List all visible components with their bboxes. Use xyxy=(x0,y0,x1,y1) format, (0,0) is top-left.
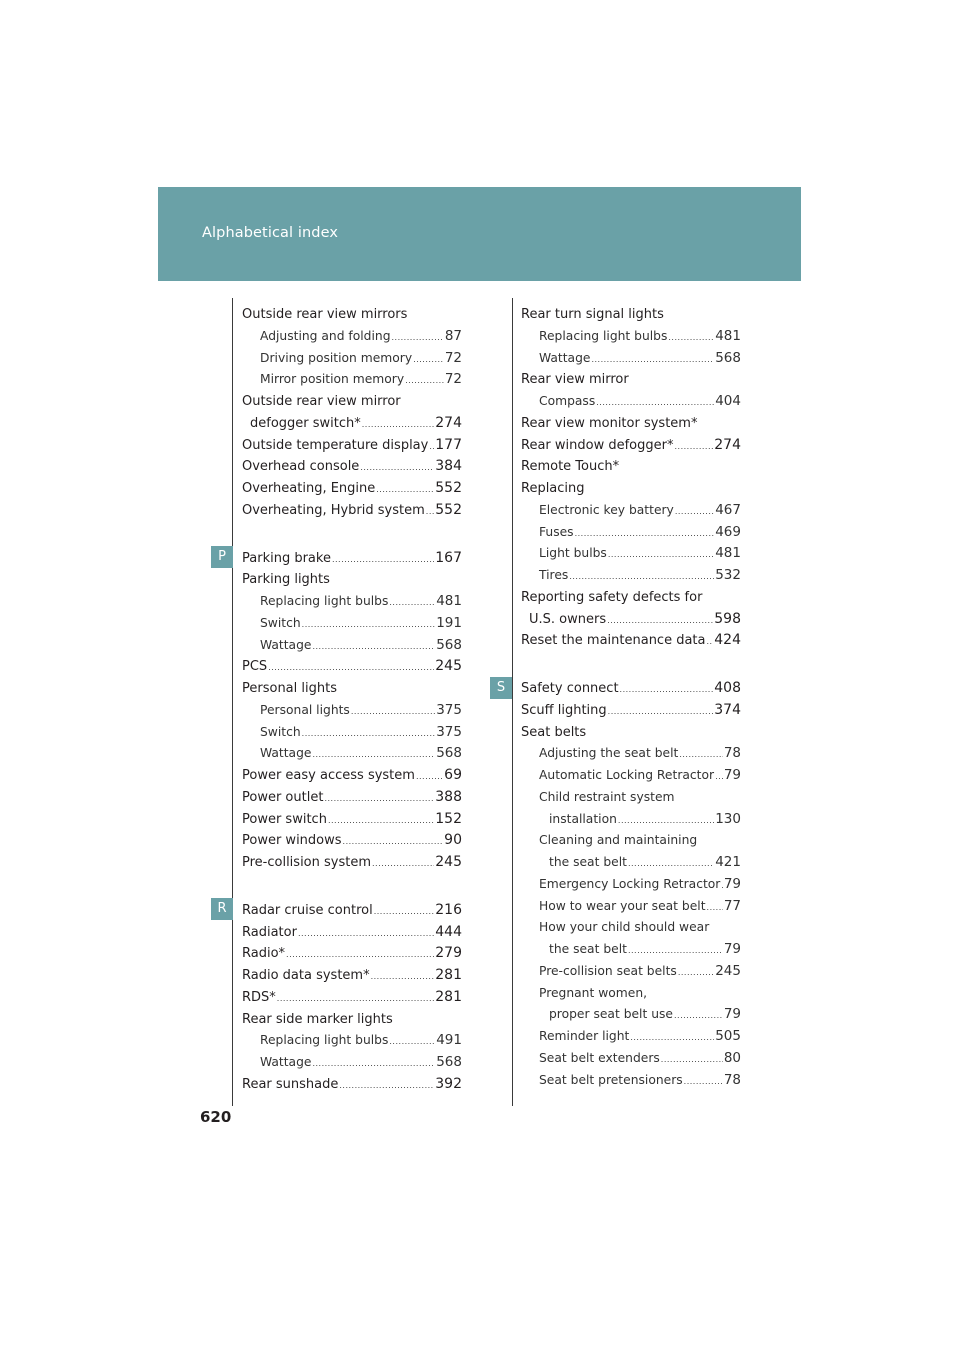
index-entry-label: Seat belts xyxy=(521,724,587,740)
index-entry-label: Automatic Locking Retractor xyxy=(539,768,715,782)
index-entry xyxy=(521,543,741,565)
index-entry-label: Wattage xyxy=(539,350,591,365)
header-banner xyxy=(158,187,801,281)
section-tab-p: P xyxy=(211,546,233,568)
index-entry-page: 80 xyxy=(723,1049,741,1066)
index-entry-page: 79 xyxy=(723,1006,741,1023)
index-entry-label: Adjusting the seat belt xyxy=(539,746,679,761)
index-entry-label: Radar cruise control xyxy=(242,902,373,918)
dot-leader xyxy=(575,523,715,544)
index-entry xyxy=(242,1009,462,1031)
index-entry xyxy=(521,565,741,587)
dot-leader xyxy=(721,875,722,896)
index-entry-page: 191 xyxy=(436,614,462,631)
index-entry-label: Reminder light xyxy=(539,1029,630,1043)
dot-leader xyxy=(302,723,436,744)
index-group-o xyxy=(242,304,462,522)
index-entry xyxy=(242,943,462,965)
index-entry xyxy=(521,830,741,852)
left-column xyxy=(242,304,462,1096)
index-entry-label: Power switch xyxy=(242,811,327,827)
index-entry xyxy=(521,522,741,544)
index-entry-label: Parking brake xyxy=(242,550,331,566)
index-entry-page: 384 xyxy=(435,458,462,475)
index-group-r-continued xyxy=(521,304,741,652)
right-column-rule xyxy=(512,298,513,1106)
index-entry-label: Child restraint system xyxy=(539,789,675,804)
index-entry-page: 505 xyxy=(715,1028,741,1044)
index-entry-page: 481 xyxy=(715,545,741,562)
index-entry-page: 274 xyxy=(714,436,741,453)
index-entry-page: 79 xyxy=(723,875,741,892)
dot-leader xyxy=(569,566,714,587)
index-entry-label: Wattage xyxy=(260,1055,312,1069)
index-entry-page: 281 xyxy=(435,988,462,1005)
dot-leader xyxy=(426,501,434,522)
index-entry xyxy=(242,435,462,457)
index-entry-label: RDS* xyxy=(242,989,276,1005)
index-entry xyxy=(242,326,462,348)
index-entry-page: 552 xyxy=(435,501,462,518)
index-entry-label: Rear window defogger* xyxy=(521,437,674,453)
index-entry xyxy=(521,874,741,896)
index-entry-label: Personal lights xyxy=(260,702,350,717)
index-entry-label: Safety connect xyxy=(521,681,619,696)
dot-leader xyxy=(389,1031,435,1052)
index-entry-label: the seat belt xyxy=(549,855,627,869)
index-entry-label: Tires xyxy=(539,568,569,582)
page-title: Alphabetical index xyxy=(202,225,339,241)
index-entry-label: How your child should wear xyxy=(539,920,710,935)
index-entry-label: How to wear your seat belt xyxy=(539,898,706,913)
index-entry-label: Outside temperature display xyxy=(242,437,429,453)
index-entry-label: Overheating, Engine xyxy=(242,481,376,496)
dot-leader xyxy=(332,549,434,570)
index-entry-page: 152 xyxy=(435,810,462,827)
index-entry xyxy=(242,348,462,370)
index-entry-page: 444 xyxy=(435,923,462,940)
index-entry-page: 90 xyxy=(444,832,462,849)
index-entry-label: Scuff lighting xyxy=(521,702,607,718)
index-entry-label: defogger switch* xyxy=(250,415,361,431)
index-entry xyxy=(242,569,462,591)
index-entry xyxy=(242,613,462,635)
index-entry xyxy=(242,635,462,657)
dot-leader xyxy=(286,944,434,965)
index-entry xyxy=(242,809,462,831)
dot-leader xyxy=(312,636,435,657)
index-entry-label: Replacing xyxy=(521,481,585,496)
index-entry-label: Pregnant women, xyxy=(539,985,648,1000)
dot-leader xyxy=(618,810,714,831)
dot-leader xyxy=(362,414,435,435)
index-entry-label: U.S. owners xyxy=(529,611,607,627)
index-entry xyxy=(521,304,741,326)
index-entry xyxy=(521,413,741,435)
index-entry xyxy=(242,656,462,678)
dot-leader xyxy=(376,479,434,500)
index-entry-page: 78 xyxy=(723,1071,741,1088)
index-entry xyxy=(521,369,741,391)
dot-leader xyxy=(707,897,723,918)
index-entry-label: Reset the maintenance data xyxy=(521,633,706,649)
dot-leader xyxy=(268,657,434,678)
right-column xyxy=(521,304,741,1091)
index-entry-page: 467 xyxy=(715,501,741,518)
index-entry-label: Rear sunshade xyxy=(242,1076,339,1092)
index-entry-label: Emergency Locking Retractor xyxy=(539,876,721,891)
index-entry xyxy=(242,765,462,787)
dot-leader xyxy=(389,592,435,613)
index-entry xyxy=(242,722,462,744)
index-entry xyxy=(521,896,741,918)
index-entry-page: 481 xyxy=(715,327,741,344)
index-entry-label: Radio data system* xyxy=(242,968,370,983)
index-entry xyxy=(242,369,462,391)
dot-leader xyxy=(675,501,714,522)
index-entry xyxy=(242,413,462,435)
dot-leader xyxy=(351,701,435,722)
dot-leader xyxy=(608,701,714,722)
index-entry-label: Reporting safety defects for xyxy=(521,589,703,605)
index-entry-page: 388 xyxy=(435,788,462,805)
index-entry xyxy=(242,456,462,478)
index-entry-label: Power easy access system xyxy=(242,768,415,783)
index-entry xyxy=(521,722,741,744)
index-entry-page: 374 xyxy=(714,701,741,718)
index-entry xyxy=(521,1026,741,1048)
index-entry-label: PCS xyxy=(242,659,268,675)
index-entry-page: 421 xyxy=(715,854,741,870)
index-group-r xyxy=(242,900,462,1096)
index-entry xyxy=(521,435,741,457)
index-entry-page: 216 xyxy=(435,901,462,918)
dot-leader xyxy=(312,1053,435,1074)
dot-leader xyxy=(413,349,444,370)
index-entry-page: 130 xyxy=(715,810,741,827)
index-entry-page: 392 xyxy=(435,1075,462,1092)
index-entry-page: 375 xyxy=(436,701,462,718)
index-entry-page: 245 xyxy=(435,658,462,675)
index-entry-label: Rear side marker lights xyxy=(242,1011,393,1027)
index-entry xyxy=(521,609,741,631)
index-entry-label: Rear view monitor system* xyxy=(521,415,698,431)
index-entry xyxy=(521,961,741,983)
dot-leader xyxy=(328,810,434,831)
dot-leader xyxy=(302,614,436,635)
index-entry-label: Wattage xyxy=(260,637,312,652)
index-entry xyxy=(242,922,462,944)
index-entry xyxy=(242,391,462,413)
index-entry xyxy=(242,900,462,922)
index-entry xyxy=(521,983,741,1005)
index-entry-label: installation xyxy=(549,811,617,826)
dot-leader xyxy=(596,392,714,413)
dot-leader xyxy=(668,327,714,348)
index-entry xyxy=(521,391,741,413)
dot-leader xyxy=(371,966,435,987)
index-entry xyxy=(521,1070,741,1092)
index-entry xyxy=(242,987,462,1009)
index-entry-page: 245 xyxy=(435,854,462,870)
dot-leader xyxy=(620,679,714,700)
dot-leader xyxy=(607,610,713,631)
index-entry-label: Replacing light bulbs xyxy=(260,594,389,608)
index-entry-page: 79 xyxy=(723,767,741,783)
index-entry xyxy=(521,678,741,700)
index-entry xyxy=(242,678,462,700)
index-entry xyxy=(242,830,462,852)
dot-leader xyxy=(674,1005,723,1026)
dot-leader xyxy=(661,1049,723,1070)
index-entry-label: Fuses xyxy=(539,524,574,539)
section-tab-r: R xyxy=(211,898,233,920)
index-entry xyxy=(521,787,741,809)
index-entry-label: Light bulbs xyxy=(539,546,607,561)
index-entry-label: Rear view mirror xyxy=(521,372,629,388)
index-entry-page: 72 xyxy=(444,371,462,388)
index-entry-page: 532 xyxy=(715,567,741,583)
index-entry xyxy=(242,591,462,613)
index-entry-page: 177 xyxy=(435,436,462,453)
index-entry-page: 404 xyxy=(715,393,741,409)
dot-leader xyxy=(416,766,443,787)
index-entry xyxy=(521,456,741,478)
dot-leader xyxy=(339,1075,434,1096)
index-entry xyxy=(521,478,741,500)
index-entry-label: Wattage xyxy=(260,746,312,761)
left-column-rule xyxy=(232,298,233,1106)
index-entry-page: 87 xyxy=(444,327,462,344)
index-entry-page: 568 xyxy=(436,1054,462,1070)
index-entry xyxy=(521,1048,741,1070)
index-entry-label: Overhead console xyxy=(242,459,360,475)
index-entry xyxy=(521,852,741,874)
dot-leader xyxy=(298,923,434,944)
index-entry-page: 408 xyxy=(714,680,741,696)
index-entry xyxy=(521,917,741,939)
index-entry-label: Replacing light bulbs xyxy=(260,1033,389,1048)
index-entry-label: Driving position memory xyxy=(260,350,413,365)
dot-leader xyxy=(591,349,714,370)
dot-leader xyxy=(715,766,723,787)
index-entry xyxy=(242,548,462,570)
index-entry-label: proper seat belt use xyxy=(549,1007,673,1022)
index-entry-page: 279 xyxy=(435,945,462,962)
index-entry-page: 491 xyxy=(436,1032,462,1049)
index-entry-page: 424 xyxy=(714,632,741,649)
dot-leader xyxy=(405,370,444,391)
index-entry-label: Seat belt extenders xyxy=(539,1050,660,1065)
index-entry xyxy=(242,1030,462,1052)
dot-leader xyxy=(429,436,434,457)
index-entry xyxy=(521,630,741,652)
index-entry-label: Pre-collision system xyxy=(242,855,372,870)
index-entry xyxy=(242,852,462,874)
dot-leader xyxy=(324,788,434,809)
dot-leader xyxy=(628,940,723,961)
index-entry-label: Cleaning and maintaining xyxy=(539,833,698,848)
dot-leader xyxy=(628,853,714,874)
index-entry-label: Outside rear view mirrors xyxy=(242,307,408,322)
index-entry xyxy=(242,304,462,326)
dot-leader xyxy=(360,457,434,478)
dot-leader xyxy=(312,744,435,765)
index-entry-label: Radio* xyxy=(242,946,286,962)
index-entry-label: the seat belt xyxy=(549,942,627,956)
index-entry-label: Outside rear view mirror xyxy=(242,394,401,409)
index-entry-label: Seat belt pretensioners xyxy=(539,1072,683,1087)
dot-leader xyxy=(374,901,435,922)
index-entry-page: 481 xyxy=(436,593,462,609)
index-entry-page: 568 xyxy=(436,636,462,653)
index-entry-page: 72 xyxy=(444,349,462,366)
index-entry-page: 167 xyxy=(435,549,462,566)
dot-leader xyxy=(679,744,723,765)
index-entry xyxy=(521,743,741,765)
index-entry xyxy=(521,765,741,787)
index-entry-label: Compass xyxy=(539,394,596,408)
dot-leader xyxy=(684,1071,723,1092)
dot-leader xyxy=(372,853,434,874)
index-group-s xyxy=(521,678,741,1091)
index-entry-label: Replacing light bulbs xyxy=(539,328,668,343)
index-entry-label: Overheating, Hybrid system xyxy=(242,502,425,518)
index-entry-page: 78 xyxy=(723,745,741,762)
index-entry-label: Remote Touch* xyxy=(521,459,620,475)
dot-leader xyxy=(343,831,444,852)
index-entry xyxy=(242,500,462,522)
index-entry-label: Pre-collision seat belts xyxy=(539,963,677,978)
index-group-p xyxy=(242,548,462,874)
index-entry-label: Power windows xyxy=(242,833,342,849)
dot-leader xyxy=(277,988,434,1009)
index-entry xyxy=(521,348,741,370)
index-entry xyxy=(521,1004,741,1026)
index-entry-page: 375 xyxy=(436,723,462,740)
dot-leader xyxy=(707,631,714,652)
section-tab-s: S xyxy=(490,677,512,699)
index-entry-page: 274 xyxy=(435,414,462,431)
page-number: 620 xyxy=(200,1108,232,1126)
index-entry-page: 245 xyxy=(715,962,741,979)
index-entry-page: 79 xyxy=(723,941,741,957)
index-entry xyxy=(521,700,741,722)
index-entry xyxy=(242,787,462,809)
index-entry-page: 568 xyxy=(715,349,741,366)
index-entry-label: Adjusting and folding xyxy=(260,328,391,343)
index-entry-label: Power outlet xyxy=(242,789,324,805)
index-entry-label: Electronic key battery xyxy=(539,502,674,517)
dot-leader xyxy=(674,436,713,457)
index-entry-label: Radiator xyxy=(242,924,297,940)
index-entry-page: 568 xyxy=(436,745,462,762)
index-entry-page: 469 xyxy=(715,523,741,540)
index-entry-label: Parking lights xyxy=(242,572,330,588)
index-entry xyxy=(242,965,462,987)
index-entry xyxy=(521,326,741,348)
index-entry-page: 69 xyxy=(444,767,462,783)
index-entry xyxy=(242,478,462,500)
dot-leader xyxy=(678,962,714,983)
index-entry xyxy=(242,1052,462,1074)
index-entry-label: Switch xyxy=(260,615,301,630)
index-entry-page: 598 xyxy=(714,610,741,627)
index-entry xyxy=(521,500,741,522)
index-entry-label: Switch xyxy=(260,724,301,739)
index-entry xyxy=(521,809,741,831)
dot-leader xyxy=(630,1027,714,1048)
index-entry-label: Mirror position memory xyxy=(260,372,405,387)
index-entry-page: 77 xyxy=(723,897,741,914)
dot-leader xyxy=(392,327,444,348)
index-entry-label: Rear turn signal lights xyxy=(521,307,664,322)
index-entry xyxy=(242,700,462,722)
index-entry xyxy=(521,587,741,609)
index-entry xyxy=(242,1074,462,1096)
index-entry xyxy=(242,743,462,765)
dot-leader xyxy=(608,544,714,565)
index-entry xyxy=(521,939,741,961)
index-entry-page: 552 xyxy=(435,480,462,496)
index-entry-page: 281 xyxy=(435,967,462,983)
index-entry-label: Personal lights xyxy=(242,681,337,696)
